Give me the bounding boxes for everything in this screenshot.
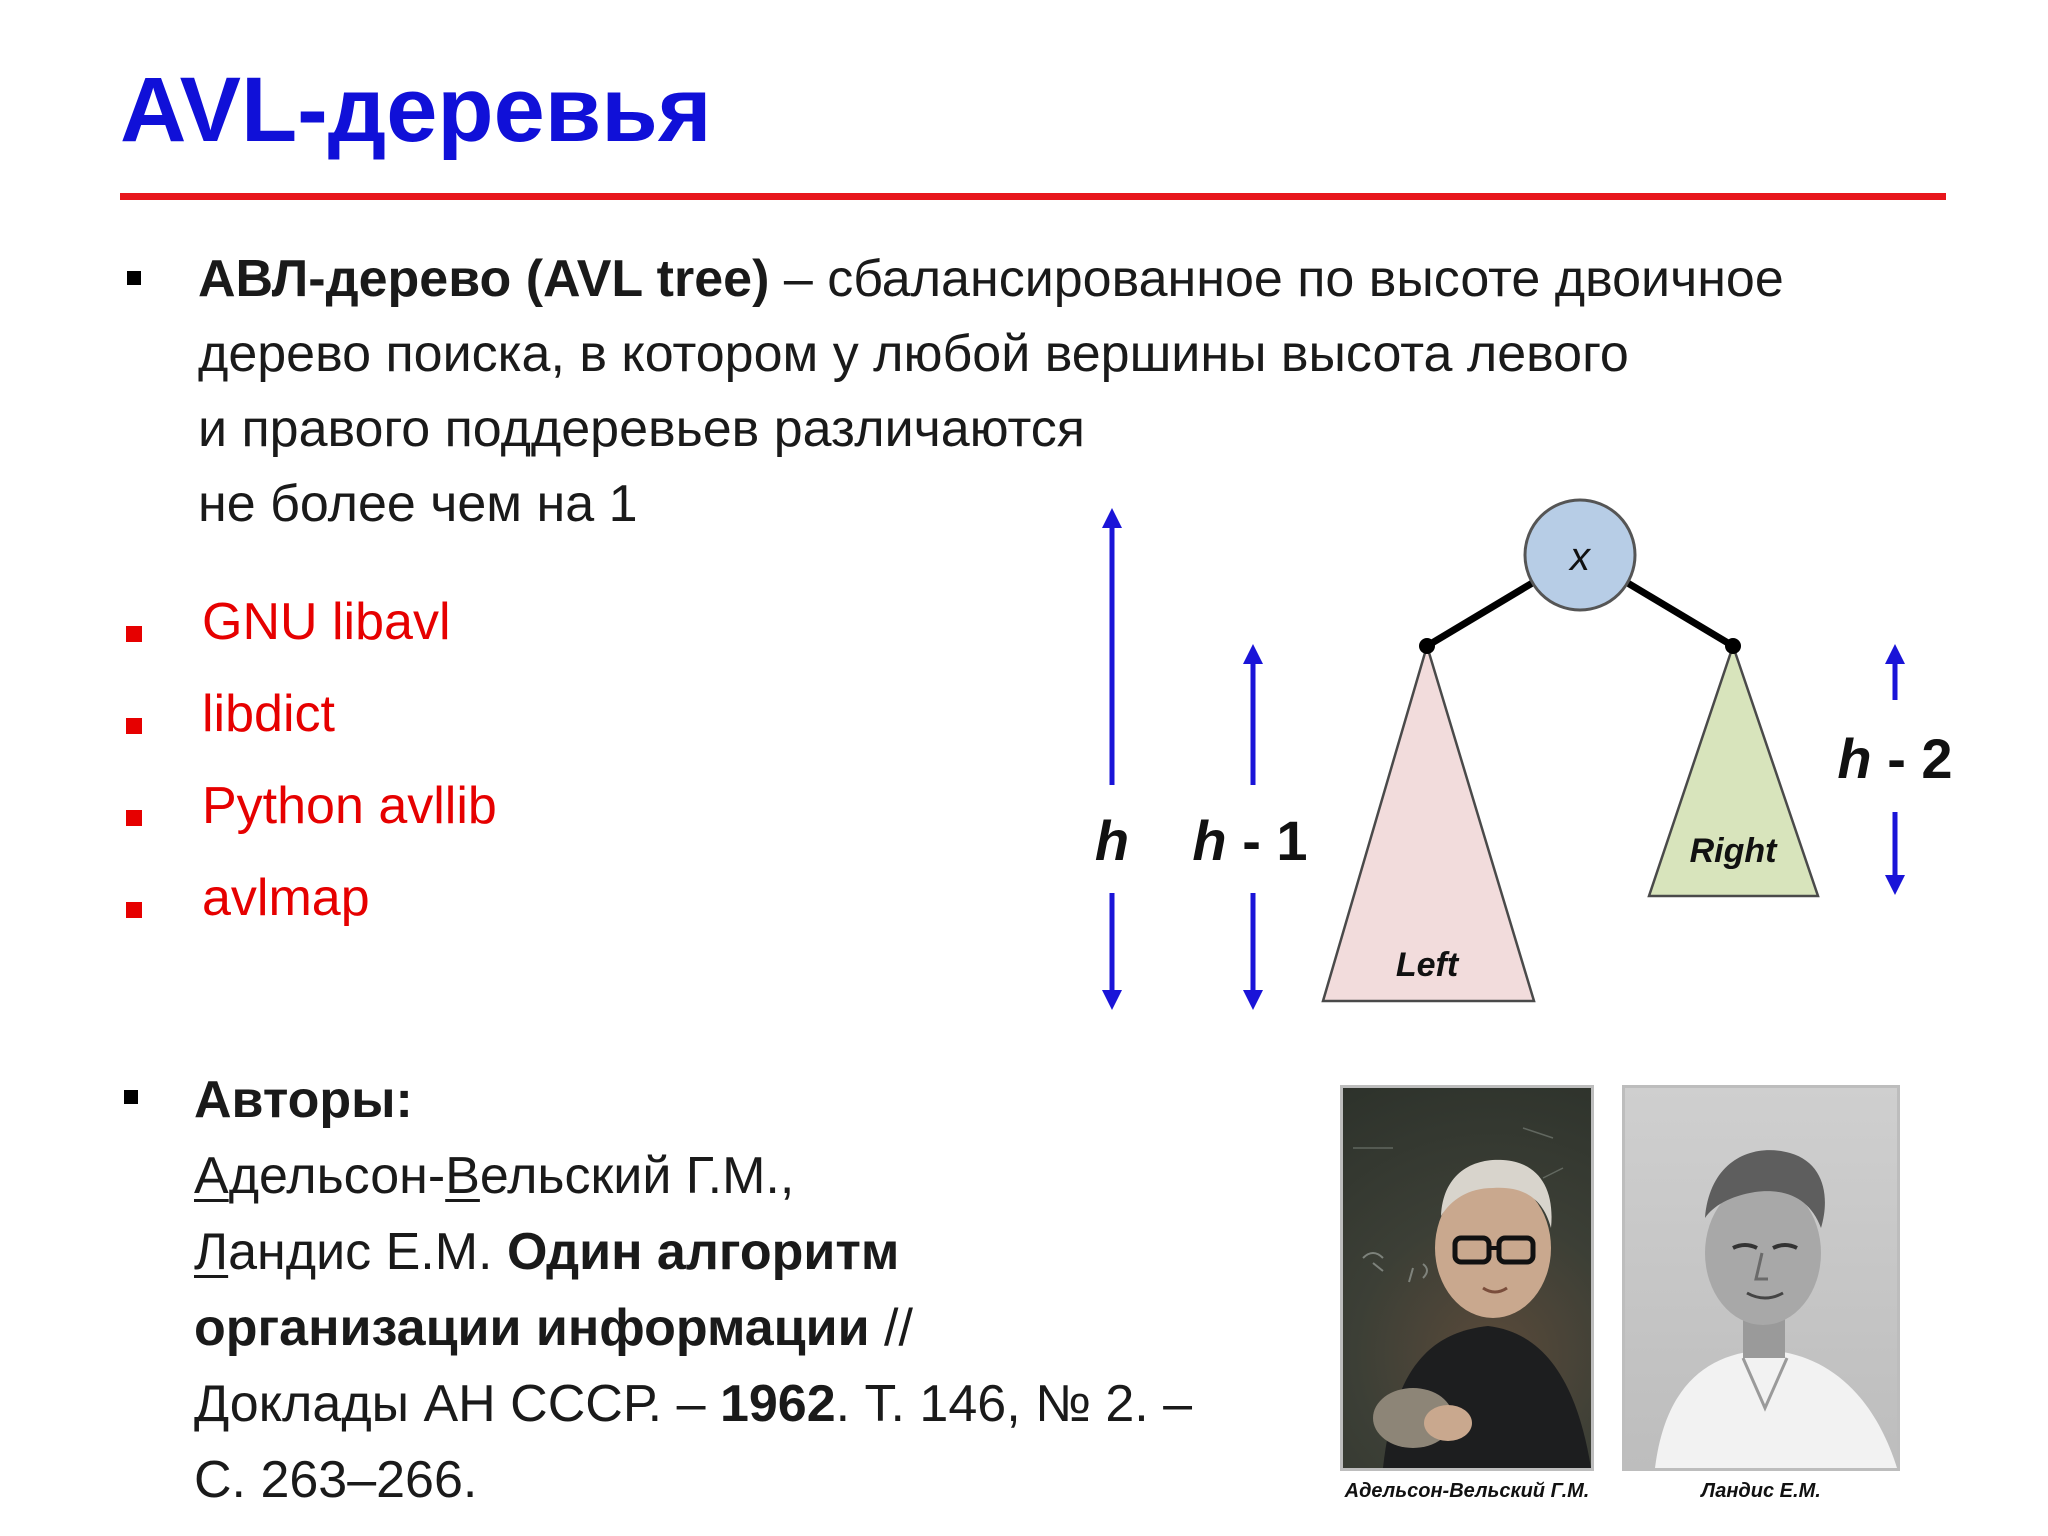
author-2-rest: андис Е.М. bbox=[228, 1223, 507, 1281]
work-title-part-2: организации информации bbox=[194, 1299, 870, 1357]
h-minus-2-label-rest: - 2 bbox=[1871, 727, 1953, 790]
portrait-illustration bbox=[1625, 1088, 1897, 1468]
author-2-line bbox=[194, 1214, 1324, 1290]
left-joint-dot bbox=[1419, 638, 1435, 654]
library-item-avlmap: avlmap bbox=[202, 869, 370, 927]
authors-bullet bbox=[124, 1090, 138, 1104]
journal-name: Доклады АН СССР. – bbox=[194, 1375, 720, 1433]
h-minus-1-label bbox=[1192, 809, 1307, 872]
right-joint-dot bbox=[1725, 638, 1741, 654]
edge-left bbox=[1427, 582, 1534, 646]
journal-volume: . Т. 146, № 2. – bbox=[835, 1375, 1193, 1433]
h-label: h bbox=[1094, 809, 1130, 872]
journal-line bbox=[194, 1366, 1324, 1442]
library-item-libdict: libdict bbox=[202, 685, 335, 743]
definition-term: АВЛ-дерево (AVL tree) bbox=[198, 250, 770, 308]
definition-line-2: дерево поиска, в котором у любой вершины высота левого bbox=[198, 325, 1629, 383]
author-1 bbox=[194, 1138, 1324, 1214]
author-1-mid: дельсон- bbox=[228, 1147, 446, 1205]
authors-heading bbox=[194, 1062, 1324, 1138]
left-subtree-label: Left bbox=[1395, 946, 1459, 984]
author-1-initial-a: А bbox=[194, 1147, 229, 1205]
h-minus-1-label-h: h bbox=[1192, 809, 1227, 872]
authors-paragraph bbox=[194, 1062, 1324, 1518]
portrait-illustration bbox=[1343, 1088, 1591, 1468]
root-node-label: x bbox=[1570, 535, 1590, 579]
work-separator: // bbox=[869, 1299, 913, 1357]
journal-pages: С. 263–266. bbox=[194, 1451, 478, 1509]
h-minus-2-label-h: h bbox=[1837, 727, 1872, 790]
definition-line-3: и правого поддеревьев различаются bbox=[198, 400, 1085, 458]
right-subtree-label: Right bbox=[1689, 832, 1777, 870]
photo-adelson-velsky bbox=[1340, 1085, 1594, 1471]
author-2-initial: Л bbox=[194, 1223, 229, 1281]
author-1-initial-v: В bbox=[445, 1147, 480, 1205]
slide-title: AVL-деревья bbox=[120, 59, 712, 161]
definition-line-4: не более чем на 1 bbox=[198, 475, 638, 533]
library-item-gnu-libavl: GNU libavl bbox=[202, 593, 451, 651]
h-minus-1-label-rest: - 1 bbox=[1226, 809, 1308, 872]
work-title-part-1: Один алгоритм bbox=[506, 1223, 900, 1281]
journal-year: 1962 bbox=[719, 1375, 836, 1433]
definition-line-1-rest: – сбалансированное по высоте двоичное bbox=[769, 250, 1784, 308]
edge-right bbox=[1626, 582, 1733, 646]
photo-caption-adelson-velsky: Адельсон-Вельский Г.М. bbox=[1344, 1480, 1590, 1502]
h-minus-2-label bbox=[1837, 727, 1952, 790]
authors-heading-text: Авторы: bbox=[194, 1071, 413, 1129]
library-item-python-avllib: Python avllib bbox=[202, 777, 497, 835]
work-title-line-2 bbox=[194, 1290, 1324, 1366]
photo-landis bbox=[1622, 1085, 1900, 1471]
author-1-end: ельский Г.М., bbox=[479, 1147, 795, 1205]
photo-caption-landis: Ландис Е.М. bbox=[1701, 1480, 1821, 1502]
